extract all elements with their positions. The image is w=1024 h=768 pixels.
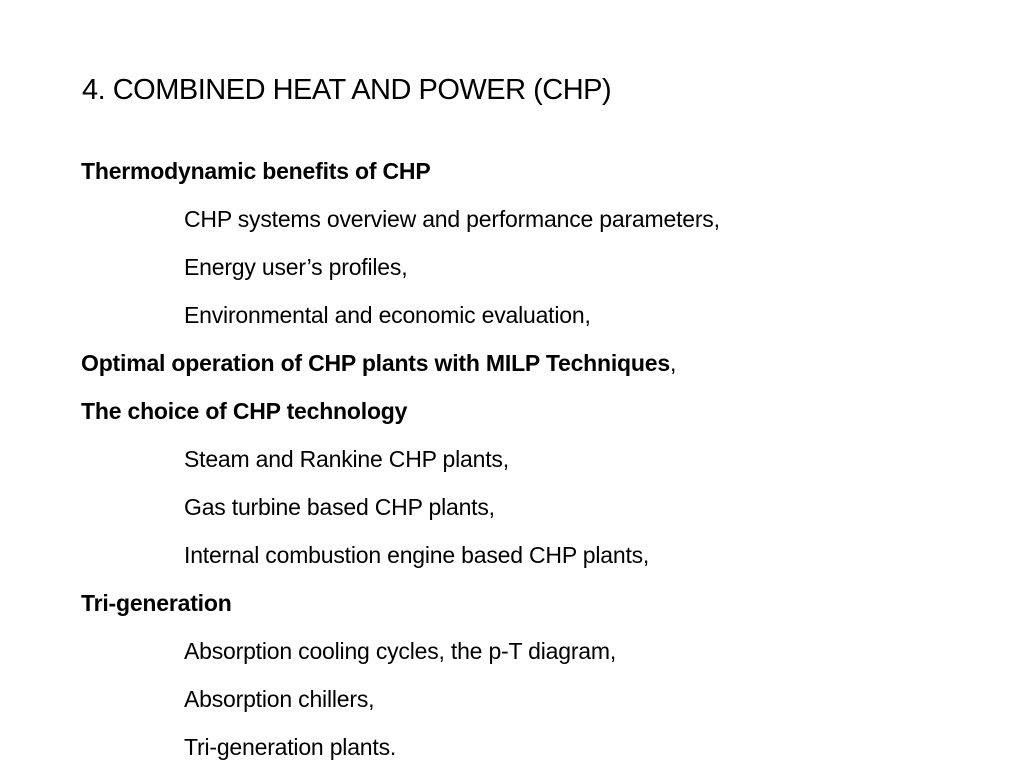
section-heading-text: Tri-generation [81,590,232,616]
list-item: Steam and Rankine CHP plants, [184,446,509,472]
list-item: CHP systems overview and performance parameters, [184,206,720,232]
section-heading-text: Thermodynamic benefits of CHP [81,158,431,184]
list-item: Absorption chillers, [184,686,375,712]
section-heading-optimal-operation [81,348,676,378]
section-heading-text: The choice of CHP technology [81,398,408,424]
section-heading-chp-technology [81,396,407,426]
list-item: Absorption cooling cycles, the p-T diagram, [184,638,617,664]
list-item: Internal combustion engine based CHP plants, [184,542,650,568]
section-heading-text: Optimal operation of CHP plants with MILP Techniques [81,350,670,376]
section-heading-suffix: , [669,350,677,376]
section-heading-thermodynamic [81,156,430,186]
list-item: Environmental and economic evaluation, [184,302,591,328]
section-heading-trigeneration [81,588,232,618]
list-item: Gas turbine based CHP plants, [184,494,495,520]
slide-title: 4. COMBINED HEAT AND POWER (CHP) [82,74,612,106]
list-item: Tri-generation plants. [184,734,397,760]
list-item: Energy user’s profiles, [184,254,408,280]
